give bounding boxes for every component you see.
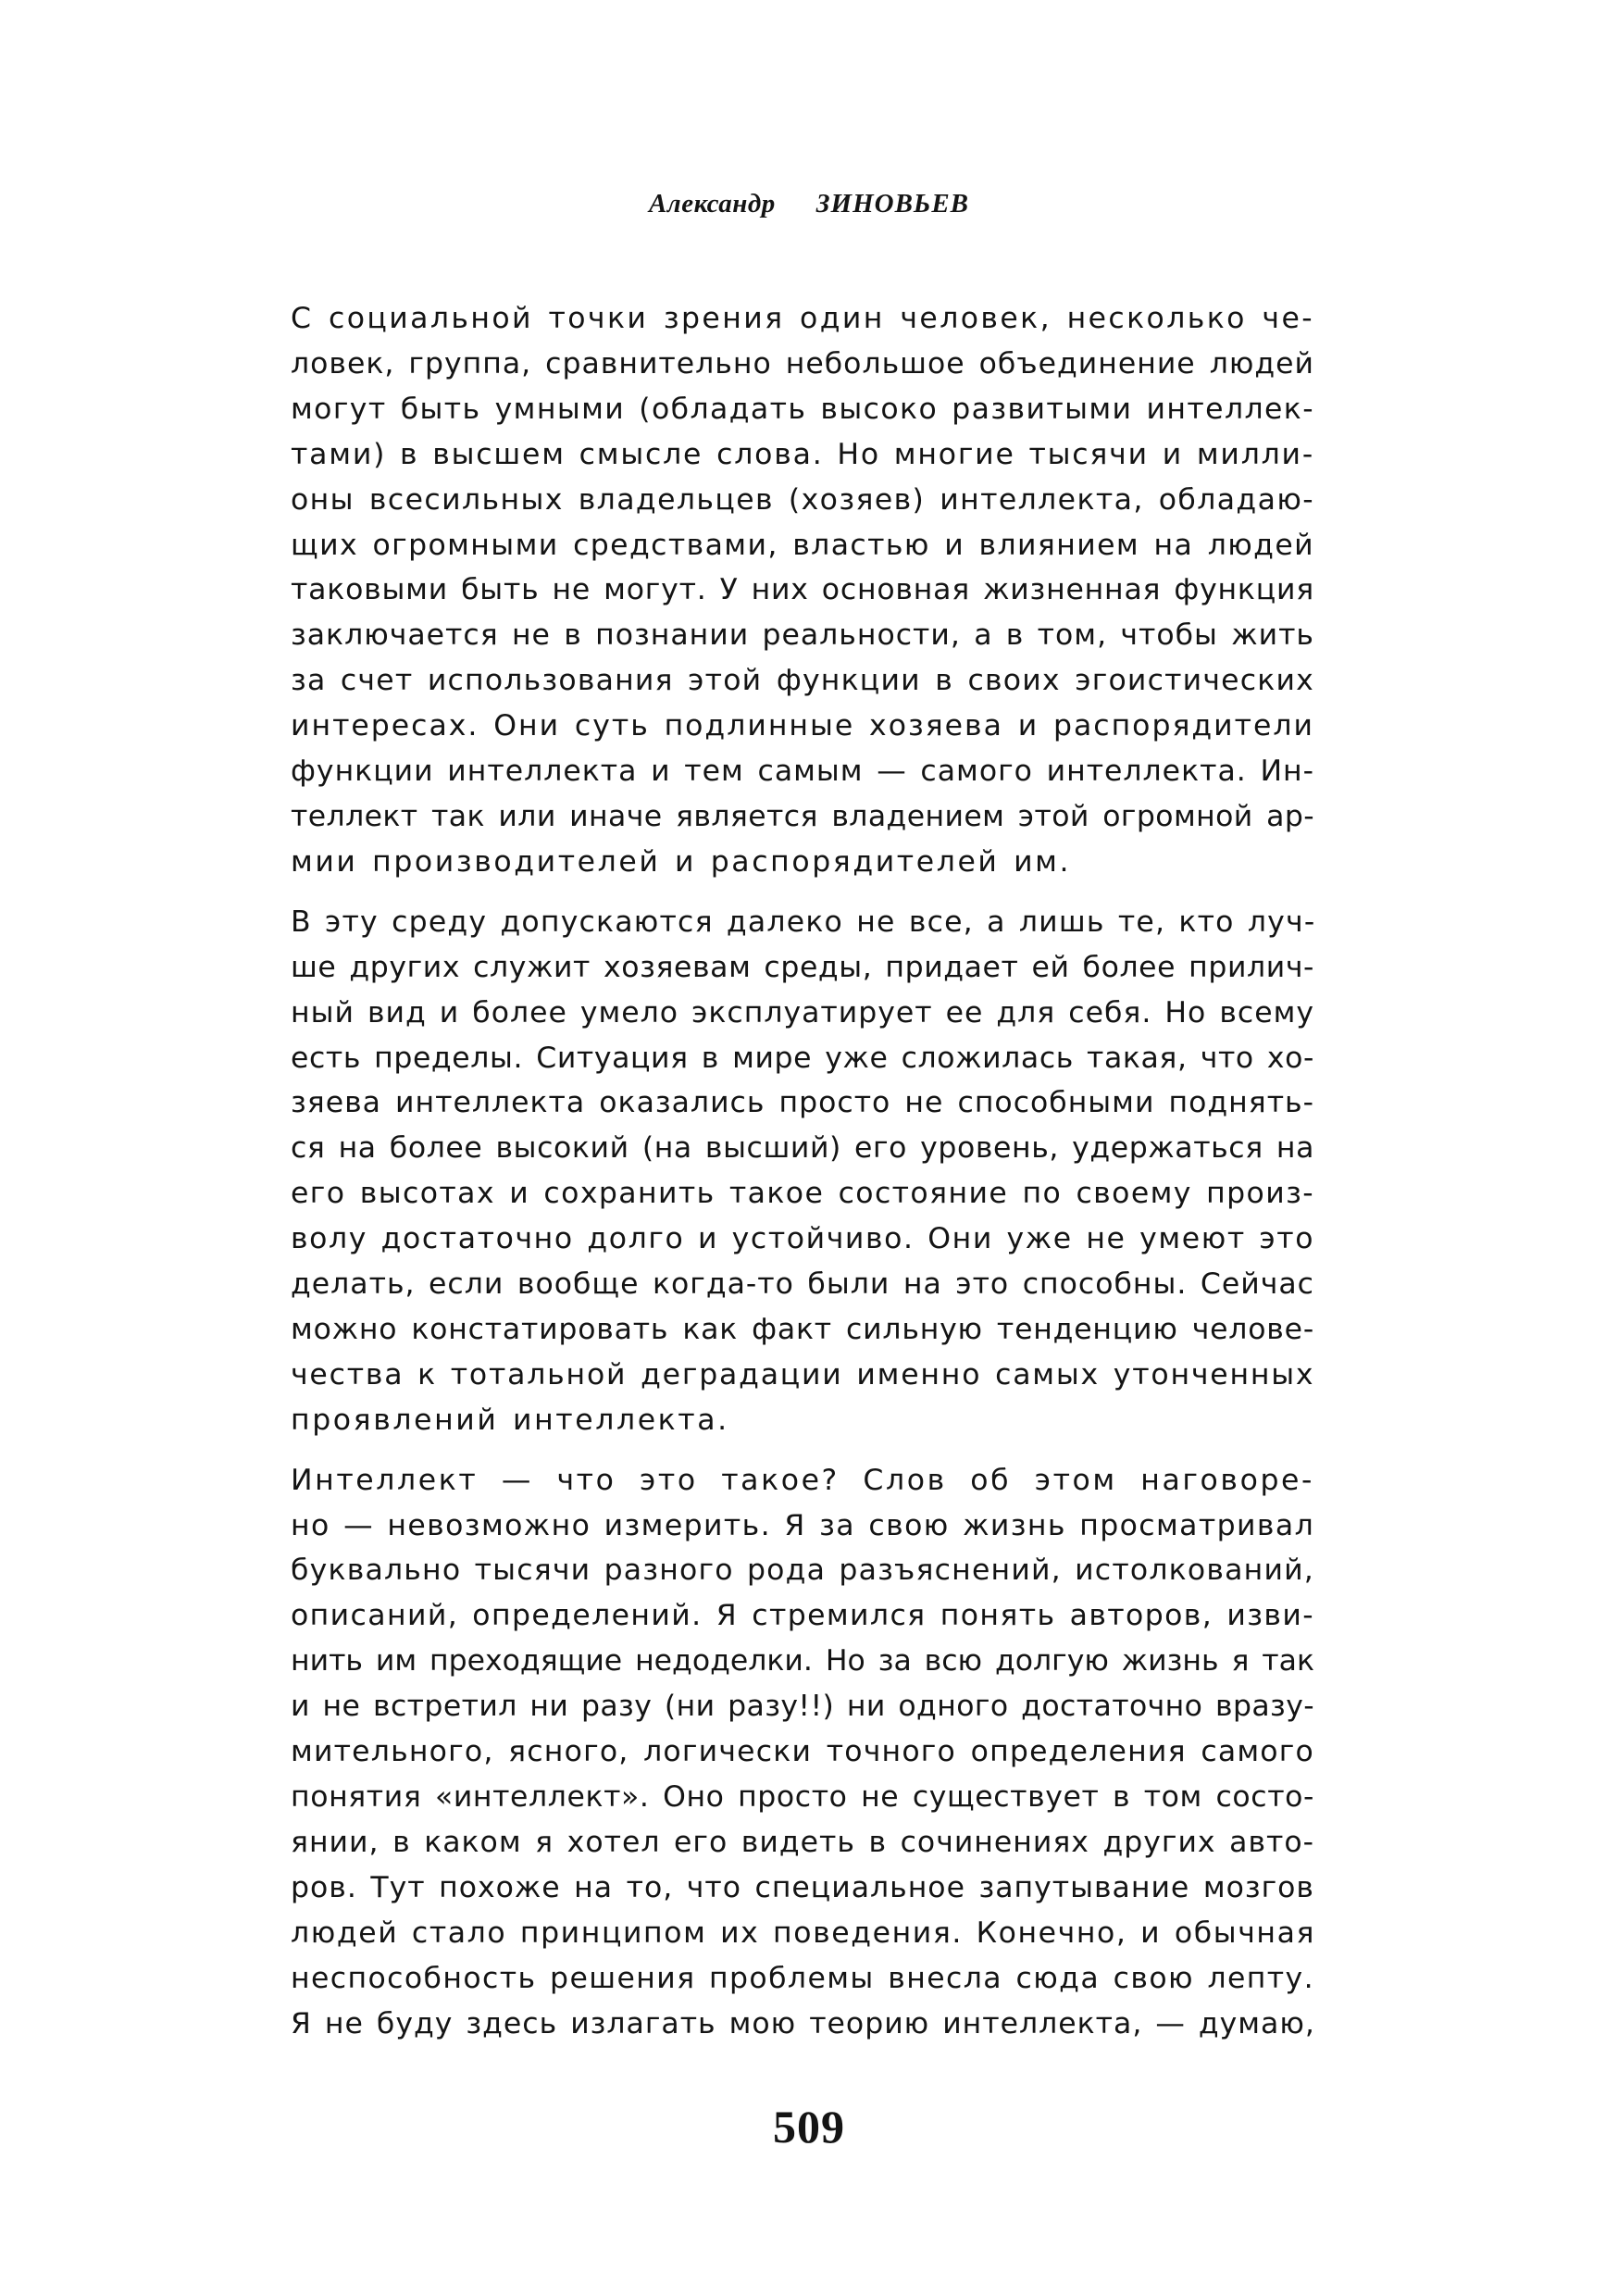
text-line: В эту среду допускаются далеко не все, а лишь те, кто луч- bbox=[291, 905, 1316, 939]
text-line: ся на более высокий (на высший) его уровень, удержаться на bbox=[291, 1131, 1314, 1166]
text-line: мительного, ясного, логически точного определения самого bbox=[291, 1735, 1314, 1769]
text-line: есть пределы. Ситуация в мире уже сложилась такая, что хо- bbox=[291, 1041, 1314, 1075]
text-line: оны всесильных владельцев (хозяев) интеллекта, обладаю- bbox=[291, 482, 1314, 517]
text-line: можно констатировать как факт сильную тенденцию челове- bbox=[291, 1312, 1314, 1346]
text-line: С социальной точки зрения один человек, несколько че- bbox=[291, 302, 1314, 335]
text-line: чества к тотальной деградации именно самых утонченных bbox=[291, 1357, 1315, 1391]
paragraph bbox=[233, 900, 1314, 1443]
text-line: но — невозможно измерить. Я за свою жизнь просматривал bbox=[291, 1508, 1315, 1542]
text-line: ный вид и более умело эксплуатирует ее для себя. Но всему bbox=[291, 995, 1314, 1029]
running-header bbox=[0, 189, 1618, 219]
text-line: щих огромными средствами, властью и влиянием на людей bbox=[291, 528, 1314, 562]
text-line: теллект так или иначе является владением этой огромной ар- bbox=[291, 799, 1314, 833]
text-line: зяева интеллекта оказались просто не способными поднять- bbox=[291, 1086, 1314, 1120]
page-number: 509 bbox=[773, 2101, 845, 2152]
text-line: и не встретил ни разу (ни разу!!) ни одного достаточно вразу- bbox=[291, 1690, 1314, 1724]
text-line: волу достаточно долго и устойчиво. Они уже не умеют это bbox=[291, 1222, 1315, 1256]
text-line: таковыми быть не могут. У них основная жизненная функция bbox=[291, 573, 1314, 607]
text-line: описаний, определений. Я стремился понять авторов, изви- bbox=[291, 1599, 1314, 1633]
text-line: за счет использования этой функции в своих эгоистических bbox=[291, 664, 1314, 698]
text-line: ров. Тут похоже на то, что специальное запутывание мозгов bbox=[291, 1870, 1314, 1904]
text-line: функции интеллекта и тем самым — самого интеллекта. Ин- bbox=[291, 755, 1314, 789]
text-line: ше других служит хозяевам среды, придает ей более прилич- bbox=[291, 950, 1314, 984]
text-line: неспособность решения проблемы внесла сюда свою лепту. bbox=[291, 1961, 1314, 1995]
text-line: его высотах и сохранить такое состояние по своему произ- bbox=[291, 1177, 1314, 1211]
text-line: могут быть умными (обладать высоко развитыми интеллек- bbox=[291, 392, 1314, 426]
text-line: ловек, группа, сравнительно небольшое объединение людей bbox=[291, 346, 1314, 381]
text-line: заключается не в познании реальности, а в том, чтобы жить bbox=[291, 618, 1314, 653]
text-line: Я не буду здесь излагать мою теорию интеллекта, — думаю, bbox=[291, 2006, 1315, 2040]
text-line: интересах. Они суть подлинные хозяева и распорядители bbox=[291, 709, 1314, 743]
text-line: людей стало принципом их поведения. Конечно, и обычная bbox=[291, 1915, 1316, 1950]
paragraph bbox=[233, 296, 1314, 885]
text-line: проявлений интеллекта. bbox=[291, 1403, 729, 1437]
text-line: Интеллект — что это такое? Слов об этом наговоре- bbox=[291, 1463, 1314, 1497]
author-last-name: ЗИНОВЬЕВ bbox=[815, 189, 970, 218]
paragraph bbox=[233, 1458, 1314, 2047]
body-text bbox=[233, 296, 1314, 2046]
text-line: мии производителей и распорядителей им. bbox=[291, 844, 1072, 879]
author-first-name: Александр bbox=[648, 189, 776, 218]
text-line: делать, если вообще когда-то были на это способны. Сейчас bbox=[291, 1267, 1314, 1302]
text-line: буквально тысячи разного рода разъяснений, истолкований, bbox=[291, 1554, 1314, 1588]
text-line: понятия «интеллект». Оно просто не существует в том состо- bbox=[291, 1780, 1314, 1814]
text-line: нить им преходящие недоделки. Но за всю долгую жизнь я так bbox=[291, 1644, 1314, 1678]
text-line: янии, в каком я хотел его видеть в сочинениях других авто- bbox=[291, 1825, 1314, 1859]
text-line: тами) в высшем смысле слова. Но многие тысячи и милли- bbox=[291, 437, 1314, 471]
